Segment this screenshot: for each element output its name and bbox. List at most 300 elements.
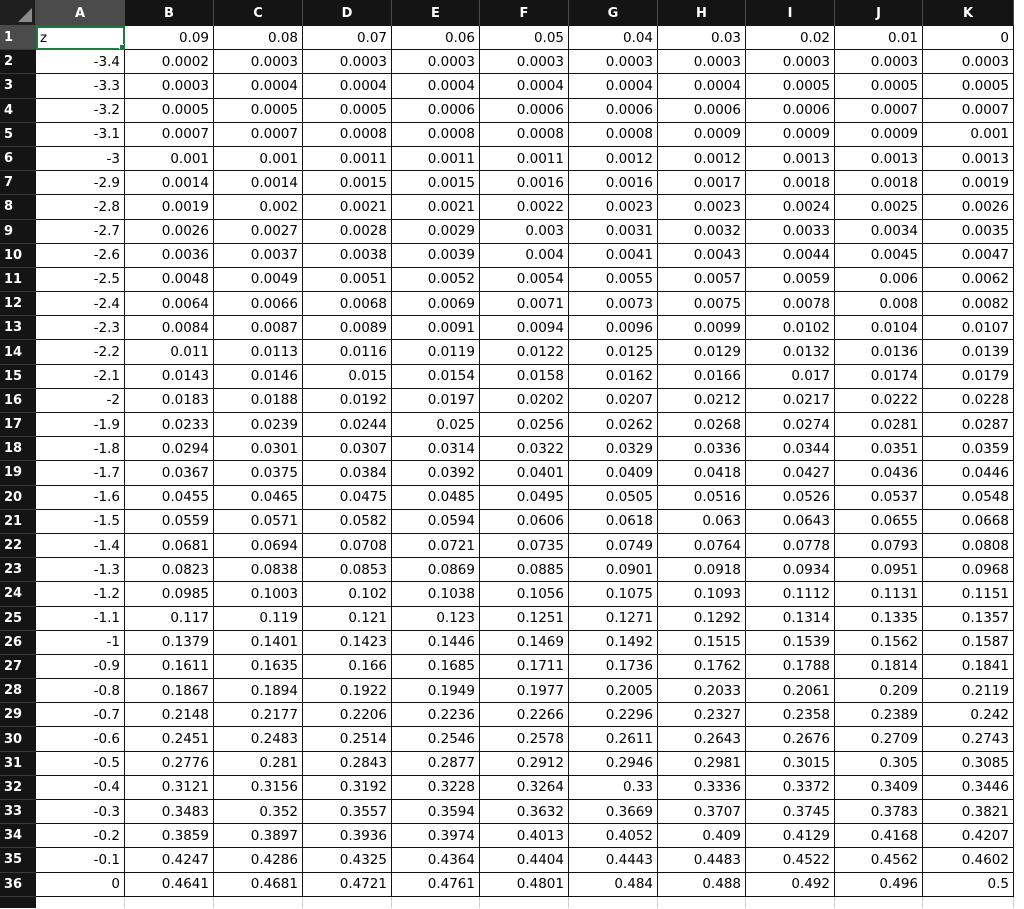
- cell-b11[interactable]: [125, 268, 214, 292]
- cell-d26[interactable]: [303, 631, 392, 655]
- cell-f22[interactable]: [480, 534, 569, 558]
- cell-k21[interactable]: [923, 510, 1014, 534]
- cell-h18[interactable]: [658, 437, 746, 461]
- cell-e1[interactable]: [392, 26, 480, 50]
- row-header-33[interactable]: 33: [0, 800, 36, 824]
- cell-b5[interactable]: [125, 123, 214, 147]
- cell-i8[interactable]: [746, 195, 835, 219]
- cell-j5[interactable]: [835, 123, 923, 147]
- fill-handle[interactable]: [119, 44, 125, 50]
- cell-j32[interactable]: [835, 776, 923, 800]
- cell-d29[interactable]: [303, 703, 392, 727]
- cell-b16[interactable]: [125, 389, 214, 413]
- row-header-28[interactable]: 28: [0, 679, 36, 703]
- cell-g21[interactable]: [569, 510, 658, 534]
- cell-b23[interactable]: [125, 558, 214, 582]
- cell-k7[interactable]: [923, 171, 1014, 195]
- cell-e15[interactable]: [392, 365, 480, 389]
- cell-i33[interactable]: [746, 800, 835, 824]
- cell-f16[interactable]: [480, 389, 569, 413]
- cell-c32[interactable]: [214, 776, 303, 800]
- cell-j1[interactable]: [835, 26, 923, 50]
- cell-f29[interactable]: [480, 703, 569, 727]
- cell-d21[interactable]: [303, 510, 392, 534]
- cell-g25[interactable]: [569, 607, 658, 631]
- cell-e17[interactable]: [392, 413, 480, 437]
- cell-d16[interactable]: [303, 389, 392, 413]
- cell-b36[interactable]: [125, 873, 214, 897]
- cell-d24[interactable]: [303, 582, 392, 606]
- cell-b13[interactable]: [125, 316, 214, 340]
- cell-h7[interactable]: [658, 171, 746, 195]
- cell-b26[interactable]: [125, 631, 214, 655]
- cell-i35[interactable]: [746, 848, 835, 872]
- row-header-32[interactable]: 32: [0, 776, 36, 800]
- cell-k34[interactable]: [923, 824, 1014, 848]
- row-header-2[interactable]: 2: [0, 50, 36, 74]
- cell-j14[interactable]: [835, 340, 923, 364]
- row-header-27[interactable]: 27: [0, 655, 36, 679]
- cell-k35[interactable]: [923, 848, 1014, 872]
- column-header-j[interactable]: J: [835, 0, 923, 26]
- cell-e32[interactable]: [392, 776, 480, 800]
- cell-k17[interactable]: [923, 413, 1014, 437]
- cell-e27[interactable]: [392, 655, 480, 679]
- cell-e14[interactable]: [392, 340, 480, 364]
- cell-g36[interactable]: [569, 873, 658, 897]
- cell-k23[interactable]: [923, 558, 1014, 582]
- row-header-21[interactable]: 21: [0, 510, 36, 534]
- cell-h21[interactable]: [658, 510, 746, 534]
- cell-k12[interactable]: [923, 292, 1014, 316]
- cell-e25[interactable]: [392, 607, 480, 631]
- cell-j25[interactable]: [835, 607, 923, 631]
- row-header-4[interactable]: 4: [0, 99, 36, 123]
- cell-c11[interactable]: [214, 268, 303, 292]
- cell-h19[interactable]: [658, 461, 746, 485]
- cell-i27[interactable]: [746, 655, 835, 679]
- row-header-30[interactable]: 30: [0, 727, 36, 751]
- cell-j33[interactable]: [835, 800, 923, 824]
- cell-d27[interactable]: [303, 655, 392, 679]
- cell-j15[interactable]: [835, 365, 923, 389]
- cell-e7[interactable]: [392, 171, 480, 195]
- cell-g28[interactable]: [569, 679, 658, 703]
- column-header-a[interactable]: A: [36, 0, 125, 26]
- cell-k9[interactable]: [923, 220, 1014, 244]
- cell-d4[interactable]: [303, 99, 392, 123]
- cell-c6[interactable]: [214, 147, 303, 171]
- cell-a29[interactable]: [36, 703, 125, 727]
- cell-b7[interactable]: [125, 171, 214, 195]
- cell-i18[interactable]: [746, 437, 835, 461]
- cell-i25[interactable]: [746, 607, 835, 631]
- cell-h6[interactable]: [658, 147, 746, 171]
- cell-d31[interactable]: [303, 752, 392, 776]
- cell-f28[interactable]: [480, 679, 569, 703]
- cell-d15[interactable]: [303, 365, 392, 389]
- cell-j12[interactable]: [835, 292, 923, 316]
- cell-b25[interactable]: [125, 607, 214, 631]
- cell-k22[interactable]: [923, 534, 1014, 558]
- cell-a31[interactable]: [36, 752, 125, 776]
- cell-e4[interactable]: [392, 99, 480, 123]
- cell-a14[interactable]: [36, 340, 125, 364]
- cell-e22[interactable]: [392, 534, 480, 558]
- cell-h15[interactable]: [658, 365, 746, 389]
- cell-k15[interactable]: [923, 365, 1014, 389]
- cell-f8[interactable]: [480, 195, 569, 219]
- cell-k29[interactable]: [923, 703, 1014, 727]
- cell-b2[interactable]: [125, 50, 214, 74]
- cell-g26[interactable]: [569, 631, 658, 655]
- cell-a30[interactable]: [36, 727, 125, 751]
- cell-h36[interactable]: [658, 873, 746, 897]
- cell-k33[interactable]: [923, 800, 1014, 824]
- cell-f6[interactable]: [480, 147, 569, 171]
- cell-b10[interactable]: [125, 244, 214, 268]
- cell-j23[interactable]: [835, 558, 923, 582]
- cell-j29[interactable]: [835, 703, 923, 727]
- cell-d35[interactable]: [303, 848, 392, 872]
- cell-a24[interactable]: [36, 582, 125, 606]
- cell-e21[interactable]: [392, 510, 480, 534]
- cell-j19[interactable]: [835, 461, 923, 485]
- cell-e5[interactable]: [392, 123, 480, 147]
- column-header-k[interactable]: K: [923, 0, 1014, 26]
- cell-f10[interactable]: [480, 244, 569, 268]
- cell-k2[interactable]: [923, 50, 1014, 74]
- cell-g32[interactable]: [569, 776, 658, 800]
- cell-j3[interactable]: [835, 74, 923, 98]
- cell-d5[interactable]: [303, 123, 392, 147]
- cell-i22[interactable]: [746, 534, 835, 558]
- row-header-35[interactable]: 35: [0, 848, 36, 872]
- cell-h1[interactable]: [658, 26, 746, 50]
- cell-k30[interactable]: [923, 727, 1014, 751]
- cell-a15[interactable]: [36, 365, 125, 389]
- cell-e10[interactable]: [392, 244, 480, 268]
- cell-c27[interactable]: [214, 655, 303, 679]
- row-header-25[interactable]: 25: [0, 607, 36, 631]
- cell-f34[interactable]: [480, 824, 569, 848]
- cell-d6[interactable]: [303, 147, 392, 171]
- cell-j34[interactable]: [835, 824, 923, 848]
- row-header-19[interactable]: 19: [0, 461, 36, 485]
- cell-f25[interactable]: [480, 607, 569, 631]
- cell-g29[interactable]: [569, 703, 658, 727]
- cell-d7[interactable]: [303, 171, 392, 195]
- cell-i26[interactable]: [746, 631, 835, 655]
- cell-g10[interactable]: [569, 244, 658, 268]
- cell-c18[interactable]: [214, 437, 303, 461]
- cell-f17[interactable]: [480, 413, 569, 437]
- cell-a3[interactable]: [36, 74, 125, 98]
- cell-d12[interactable]: [303, 292, 392, 316]
- cell-h33[interactable]: [658, 800, 746, 824]
- cell-c13[interactable]: [214, 316, 303, 340]
- cell-e23[interactable]: [392, 558, 480, 582]
- cell-g22[interactable]: [569, 534, 658, 558]
- cell-a20[interactable]: [36, 486, 125, 510]
- cell-i30[interactable]: [746, 727, 835, 751]
- cell-h22[interactable]: [658, 534, 746, 558]
- cell-k19[interactable]: [923, 461, 1014, 485]
- row-header-14[interactable]: 14: [0, 340, 36, 364]
- cell-i1[interactable]: [746, 26, 835, 50]
- cell-f19[interactable]: [480, 461, 569, 485]
- row-header-15[interactable]: 15: [0, 365, 36, 389]
- cell-f30[interactable]: [480, 727, 569, 751]
- cell-c9[interactable]: [214, 220, 303, 244]
- cell-e36[interactable]: [392, 873, 480, 897]
- cell-d36[interactable]: [303, 873, 392, 897]
- cell-h2[interactable]: [658, 50, 746, 74]
- cell-i5[interactable]: [746, 123, 835, 147]
- cell-e34[interactable]: [392, 824, 480, 848]
- cell-i21[interactable]: [746, 510, 835, 534]
- cell-b33[interactable]: [125, 800, 214, 824]
- cell-c16[interactable]: [214, 389, 303, 413]
- cell-j2[interactable]: [835, 50, 923, 74]
- cell-c2[interactable]: [214, 50, 303, 74]
- cell-a2[interactable]: [36, 50, 125, 74]
- cell-e9[interactable]: [392, 220, 480, 244]
- cell-f11[interactable]: [480, 268, 569, 292]
- cell-a5[interactable]: [36, 123, 125, 147]
- cell-i13[interactable]: [746, 316, 835, 340]
- cell-d33[interactable]: [303, 800, 392, 824]
- cell-h24[interactable]: [658, 582, 746, 606]
- cell-b4[interactable]: [125, 99, 214, 123]
- cell-e33[interactable]: [392, 800, 480, 824]
- cell-j18[interactable]: [835, 437, 923, 461]
- cell-h34[interactable]: [658, 824, 746, 848]
- cell-f23[interactable]: [480, 558, 569, 582]
- cell-a36[interactable]: [36, 873, 125, 897]
- row-header-34[interactable]: 34: [0, 824, 36, 848]
- cell-d25[interactable]: [303, 607, 392, 631]
- cell-a13[interactable]: [36, 316, 125, 340]
- row-header-5[interactable]: 5: [0, 123, 36, 147]
- row-header-31[interactable]: 31: [0, 752, 36, 776]
- cell-g8[interactable]: [569, 195, 658, 219]
- cell-c12[interactable]: [214, 292, 303, 316]
- cell-e8[interactable]: [392, 195, 480, 219]
- cell-h29[interactable]: [658, 703, 746, 727]
- row-header-10[interactable]: 10: [0, 244, 36, 268]
- cell-i19[interactable]: [746, 461, 835, 485]
- cell-a26[interactable]: [36, 631, 125, 655]
- row-header-13[interactable]: 13: [0, 316, 36, 340]
- cell-e24[interactable]: [392, 582, 480, 606]
- cell-j4[interactable]: [835, 99, 923, 123]
- cell-b14[interactable]: [125, 340, 214, 364]
- cell-h27[interactable]: [658, 655, 746, 679]
- cell-f32[interactable]: [480, 776, 569, 800]
- cell-k13[interactable]: [923, 316, 1014, 340]
- cell-i7[interactable]: [746, 171, 835, 195]
- cell-b18[interactable]: [125, 437, 214, 461]
- cell-j6[interactable]: [835, 147, 923, 171]
- cell-h12[interactable]: [658, 292, 746, 316]
- row-header-7[interactable]: 7: [0, 171, 36, 195]
- cell-e3[interactable]: [392, 74, 480, 98]
- column-header-d[interactable]: D: [303, 0, 392, 26]
- cell-f33[interactable]: [480, 800, 569, 824]
- cell-i14[interactable]: [746, 340, 835, 364]
- cell-g24[interactable]: [569, 582, 658, 606]
- cell-g7[interactable]: [569, 171, 658, 195]
- cell-a35[interactable]: [36, 848, 125, 872]
- cell-i24[interactable]: [746, 582, 835, 606]
- cell-d20[interactable]: [303, 486, 392, 510]
- cell-j11[interactable]: [835, 268, 923, 292]
- row-header-8[interactable]: 8: [0, 195, 36, 219]
- cell-i12[interactable]: [746, 292, 835, 316]
- cell-j10[interactable]: [835, 244, 923, 268]
- cell-i10[interactable]: [746, 244, 835, 268]
- cell-j8[interactable]: [835, 195, 923, 219]
- cell-k3[interactable]: [923, 74, 1014, 98]
- cell-a6[interactable]: [36, 147, 125, 171]
- cell-e6[interactable]: [392, 147, 480, 171]
- cell-g20[interactable]: [569, 486, 658, 510]
- cell-c36[interactable]: [214, 873, 303, 897]
- cell-b12[interactable]: [125, 292, 214, 316]
- row-header-1[interactable]: 1: [0, 26, 36, 50]
- cell-c5[interactable]: [214, 123, 303, 147]
- cell-k31[interactable]: [923, 752, 1014, 776]
- cell-i11[interactable]: [746, 268, 835, 292]
- cell-h3[interactable]: [658, 74, 746, 98]
- cell-k24[interactable]: [923, 582, 1014, 606]
- cell-g12[interactable]: [569, 292, 658, 316]
- cell-c28[interactable]: [214, 679, 303, 703]
- cell-b34[interactable]: [125, 824, 214, 848]
- cell-c1[interactable]: [214, 26, 303, 50]
- cell-e28[interactable]: [392, 679, 480, 703]
- cell-f35[interactable]: [480, 848, 569, 872]
- cell-k5[interactable]: [923, 123, 1014, 147]
- cell-i4[interactable]: [746, 99, 835, 123]
- cell-h9[interactable]: [658, 220, 746, 244]
- cell-f26[interactable]: [480, 631, 569, 655]
- cell-h28[interactable]: [658, 679, 746, 703]
- cell-c4[interactable]: [214, 99, 303, 123]
- cell-a12[interactable]: [36, 292, 125, 316]
- cell-c8[interactable]: [214, 195, 303, 219]
- cell-f5[interactable]: [480, 123, 569, 147]
- cell-d8[interactable]: [303, 195, 392, 219]
- column-header-c[interactable]: C: [214, 0, 303, 26]
- cell-k36[interactable]: [923, 873, 1014, 897]
- cell-c23[interactable]: [214, 558, 303, 582]
- cell-j7[interactable]: [835, 171, 923, 195]
- cell-e29[interactable]: [392, 703, 480, 727]
- cell-d14[interactable]: [303, 340, 392, 364]
- cell-k18[interactable]: [923, 437, 1014, 461]
- cell-k27[interactable]: [923, 655, 1014, 679]
- cell-b8[interactable]: [125, 195, 214, 219]
- cell-g31[interactable]: [569, 752, 658, 776]
- cell-k16[interactable]: [923, 389, 1014, 413]
- cell-h11[interactable]: [658, 268, 746, 292]
- cell-j13[interactable]: [835, 316, 923, 340]
- cell-c19[interactable]: [214, 461, 303, 485]
- cell-k26[interactable]: [923, 631, 1014, 655]
- cell-e16[interactable]: [392, 389, 480, 413]
- cell-c30[interactable]: [214, 727, 303, 751]
- row-header-16[interactable]: 16: [0, 389, 36, 413]
- cell-b21[interactable]: [125, 510, 214, 534]
- cell-g5[interactable]: [569, 123, 658, 147]
- cell-b24[interactable]: [125, 582, 214, 606]
- row-header-24[interactable]: 24: [0, 582, 36, 606]
- cell-b20[interactable]: [125, 486, 214, 510]
- cell-f18[interactable]: [480, 437, 569, 461]
- cell-e30[interactable]: [392, 727, 480, 751]
- cell-i34[interactable]: [746, 824, 835, 848]
- cell-f36[interactable]: [480, 873, 569, 897]
- cell-h30[interactable]: [658, 727, 746, 751]
- cell-e20[interactable]: [392, 486, 480, 510]
- cell-c21[interactable]: [214, 510, 303, 534]
- cell-a27[interactable]: [36, 655, 125, 679]
- cell-i2[interactable]: [746, 50, 835, 74]
- cell-e18[interactable]: [392, 437, 480, 461]
- cell-c15[interactable]: [214, 365, 303, 389]
- cell-i28[interactable]: [746, 679, 835, 703]
- cell-i3[interactable]: [746, 74, 835, 98]
- cell-a34[interactable]: [36, 824, 125, 848]
- cell-g1[interactable]: [569, 26, 658, 50]
- cell-i23[interactable]: [746, 558, 835, 582]
- cell-d2[interactable]: [303, 50, 392, 74]
- cell-f1[interactable]: [480, 26, 569, 50]
- cell-g23[interactable]: [569, 558, 658, 582]
- cell-g16[interactable]: [569, 389, 658, 413]
- cell-f14[interactable]: [480, 340, 569, 364]
- cell-a33[interactable]: [36, 800, 125, 824]
- cell-k14[interactable]: [923, 340, 1014, 364]
- cell-j26[interactable]: [835, 631, 923, 655]
- cell-a9[interactable]: [36, 220, 125, 244]
- cell-d34[interactable]: [303, 824, 392, 848]
- cell-e13[interactable]: [392, 316, 480, 340]
- cell-c20[interactable]: [214, 486, 303, 510]
- cell-b32[interactable]: [125, 776, 214, 800]
- row-header-12[interactable]: 12: [0, 292, 36, 316]
- cell-d18[interactable]: [303, 437, 392, 461]
- cell-f7[interactable]: [480, 171, 569, 195]
- cell-b28[interactable]: [125, 679, 214, 703]
- cell-g18[interactable]: [569, 437, 658, 461]
- cell-j9[interactable]: [835, 220, 923, 244]
- cell-c31[interactable]: [214, 752, 303, 776]
- cell-a23[interactable]: [36, 558, 125, 582]
- cell-b22[interactable]: [125, 534, 214, 558]
- cell-k8[interactable]: [923, 195, 1014, 219]
- cell-i31[interactable]: [746, 752, 835, 776]
- select-all-corner[interactable]: [0, 0, 36, 26]
- cell-g34[interactable]: [569, 824, 658, 848]
- cell-j35[interactable]: [835, 848, 923, 872]
- cell-d9[interactable]: [303, 220, 392, 244]
- cell-j36[interactable]: [835, 873, 923, 897]
- cell-k28[interactable]: [923, 679, 1014, 703]
- cell-j24[interactable]: [835, 582, 923, 606]
